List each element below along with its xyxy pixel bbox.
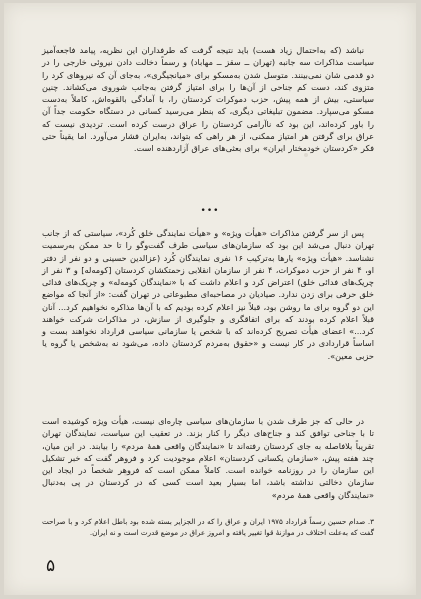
body-paragraph-1 [42,44,374,204]
body-paragraph-2 [42,227,374,411]
page-number: ۵ [46,556,56,576]
paragraph-text: پس از سر گرفتن مذاکرات «هیأت ویژه» و «هیأت نمایندگی خلق کُرد»، سیاستی که از جانب تهران دنبال می‌شد این بود که سازمان‌های سیاسی طرف گفت‌وگو را تا حد ممکن به‌رسمیت نشناسد. «هیأت ویژه» یارها به‌ترکیب ۱۶ نفری نمایندگان کُرد (عزالدین حسینی و دو نفر از دفتر او، ۴ نفر از حزب دموکرات، ۴ نفر از سازمان انقلابی زحمتکشان کردستان [کومه‌له] و ۳ نفر از چریک‌های فدائی خلق) اعتراض کرد و اعلام داشت که با «نمایندگان کومه‌له» و چریک‌های فدائی خلق حرفی برای زدن ندارد. صیادیان در مصاحبه‌ای مطبوعاتی در تهران گفت: «از آنجا که مواضع این دو گروه برای ما روشن بود، قبلاً نیز اعلام کرده بودیم که با آن‌ها مذاکره نخواهیم کرد... آنان قبلاً اعلام کرده بودند که برای اتفاقگری و جلوگیری از سازش، در مذاکرات شرکت خواهند کرد...» اعضای هیأت تصریح کرده‌اند که با شخص یا سازمانی سیاسی قرارداد نخواهند بست و اساساً قراردادی در کار نیست و «حقوق به‌مردم کردستان داده، می‌شود نه به‌شخص یا گروه یا حزبی معین». [42,228,374,361]
paragraph-text: در حالی که جز طرف شدن با سازمان‌های سیاسی چاره‌ای نیست، هیأت ویژه کوشیده است تا با جناحی توافق کند و جناح‌های دیگر را کنار بزند. در تعقیب این سیاست، نمایندگان تهران تقریباً بلافاصله به جای کردستان رفته‌اند تا «نمایندگان واقعی همهٔ مردم» را بیابند. در این میان، چند هفته پیش، «سازمان یکسانی کردستان» اعلام موجودیت کرد و فروهر گفت که خبر تشکیل این سازمان را در روزنامه خوانده است. کاملاً ممکن است که فروهر شخصاً در ایجاد این سازمان دخالتی نداشته باشد، اما بسیار بعید است کسی که در کردستان در پی به‌دنبال «نمایندگان واقعی همهٔ مردم» [42,416,374,500]
body-paragraph-3 [42,415,374,513]
footnote [42,516,374,538]
section-separator: ••• [200,206,220,216]
document-page [4,3,416,595]
footnote-text: ۳. صدام حسین رسماً قرارداد ۱۹۷۵ ایران و عراق را که در الجزایر بسته شده بود باطل اعلام کرد و با صراحت گفت که به‌علت اختلاف در موازنهٔ قوا تغییر یافته و امروز عراق در موضع قدرت است و نه ایران. [42,517,374,537]
paragraph-text: نباشد (که به‌احتمال زیاد هست) باید نتیجه گرفت که طرفداران این نظریه، پیامد فاجعه‌آمیز سیاست مذاکرات سه جانبه (تهران ــ سقز ــ مهاباد) و رسماً دخالت دادن نیروئی خارجی را در دو قدمی شان نمی‌بینند. متوسل شدن به‌مسکو برای «میانجیگری»، به‌جای آن که نیروهای کرد را متزوی کند، دست کم جناحی از آن‌ها را برای امتیاز گرفتن به‌جانب شوروی می‌کشاند. چنین سیاستی، بیش از همه پیش، حزب دموکرات کردستان را، با آمادگی بالقوه‌اش، کاملاً به‌دست مسکو می‌سپارد. مضمون تبلیغاتی دیگری، که بنظر می‌رسید کسانی در دستگاه حکومت جداً آن را باور کرده‌اند، این بود که ناآرامی کردستان را عراق درست کرده است. تردیدی نیست که عراق برای گرفتن هر امتیاز ممکنی، از هر راهی که بتواند، به‌ایران فشار می‌آورد. اما یقیناً حتی فکر «کردستان خودمختار ایران» برای بعثی‌های عراق آزاردهنده است. [42,45,374,153]
